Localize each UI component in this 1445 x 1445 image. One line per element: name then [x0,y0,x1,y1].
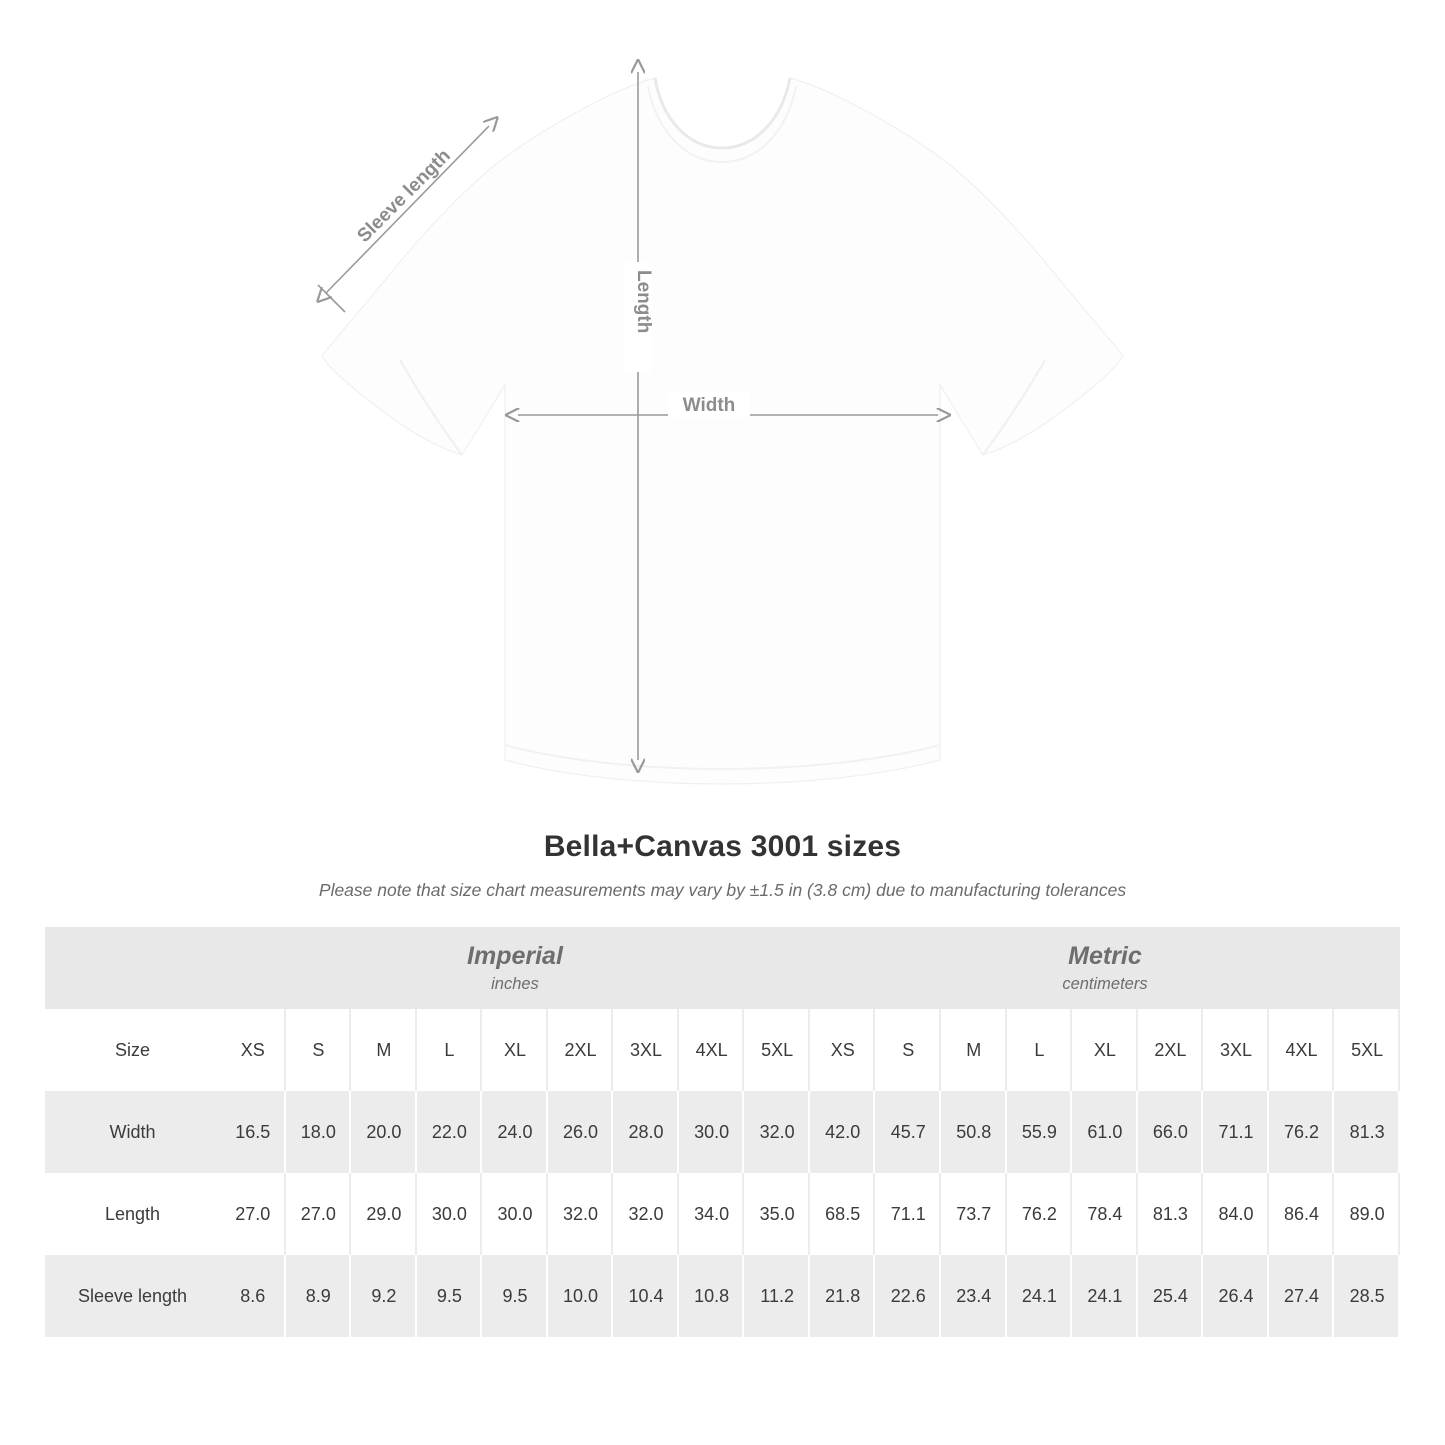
table-row-length [45,1173,1400,1255]
length-label: Length [633,270,654,334]
width-3xl-cm: 71.1 [1203,1091,1269,1173]
length-xs-cm: 68.5 [810,1173,876,1255]
width-label: Width [682,395,736,416]
width-l-in: 22.0 [417,1091,483,1173]
sleeve-l-cm: 24.1 [1007,1255,1073,1337]
length-5xl-in: 35.0 [744,1173,810,1255]
width-xl-in: 24.0 [482,1091,548,1173]
width-xs-cm: 42.0 [810,1091,876,1173]
size-col-s-imperial: S [286,1009,352,1091]
size-col-m-imperial: M [351,1009,417,1091]
length-s-cm: 71.1 [875,1173,941,1255]
length-3xl-cm: 84.0 [1203,1173,1269,1255]
sleeve-xl-cm: 24.1 [1072,1255,1138,1337]
row-label-sleeve-length: Sleeve length [45,1255,220,1337]
sleeve-3xl-cm: 26.4 [1203,1255,1269,1337]
width-xl-cm: 61.0 [1072,1091,1138,1173]
width-2xl-in: 26.0 [548,1091,614,1173]
sleeve-l-in: 9.5 [417,1255,483,1337]
size-col-5xl-metric: 5XL [1334,1009,1400,1091]
length-4xl-in: 34.0 [679,1173,745,1255]
length-5xl-cm: 89.0 [1334,1173,1400,1255]
size-col-xl-metric: XL [1072,1009,1138,1091]
length-xl-cm: 78.4 [1072,1173,1138,1255]
unit-header-spacer [45,927,220,1009]
width-s-in: 18.0 [286,1091,352,1173]
width-l-cm: 55.9 [1007,1091,1073,1173]
length-xs-in: 27.0 [220,1173,286,1255]
sleeve-2xl-in: 10.0 [548,1255,614,1337]
sleeve-4xl-in: 10.8 [679,1255,745,1337]
size-table-wrapper [45,927,1400,1337]
size-col-2xl-imperial: 2XL [548,1009,614,1091]
size-col-3xl-metric: 3XL [1203,1009,1269,1091]
tolerance-note: Please note that size chart measurements may vary by ±1.5 in (3.8 cm) due to manufacturing tolerances [318,880,1127,900]
table-row-sleeve-length [45,1255,1400,1337]
width-xs-in: 16.5 [220,1091,286,1173]
width-2xl-cm: 66.0 [1138,1091,1204,1173]
length-4xl-cm: 86.4 [1269,1173,1335,1255]
imperial-name: Imperial [467,942,563,971]
sleeve-xs-in: 8.6 [220,1255,286,1337]
width-m-in: 20.0 [351,1091,417,1173]
metric-sub: centimeters [1062,974,1148,993]
width-s-cm: 45.7 [875,1091,941,1173]
sleeve-s-cm: 22.6 [875,1255,941,1337]
length-xl-in: 30.0 [482,1173,548,1255]
size-col-s-metric: S [875,1009,941,1091]
size-col-xs-imperial: XS [220,1009,286,1091]
width-4xl-cm: 76.2 [1269,1091,1335,1173]
metric-name: Metric [1068,942,1142,971]
width-5xl-in: 32.0 [744,1091,810,1173]
length-l-in: 30.0 [417,1173,483,1255]
unit-header-row [45,927,1400,1009]
size-col-xs-metric: XS [810,1009,876,1091]
sleeve-xs-cm: 21.8 [810,1255,876,1337]
sleeve-5xl-in: 11.2 [744,1255,810,1337]
table-row-width [45,1091,1400,1173]
sleeve-4xl-cm: 27.4 [1269,1255,1335,1337]
length-2xl-cm: 81.3 [1138,1173,1204,1255]
size-col-4xl-metric: 4XL [1269,1009,1335,1091]
length-s-in: 27.0 [286,1173,352,1255]
width-3xl-in: 28.0 [613,1091,679,1173]
sleeve-s-in: 8.9 [286,1255,352,1337]
imperial-sub: inches [491,974,539,993]
sleeve-length-label: Sleeve length [353,145,455,247]
tshirt-graphic [322,78,1123,784]
sleeve-m-cm: 23.4 [941,1255,1007,1337]
row-label-length: Length [45,1173,220,1255]
sleeve-2xl-cm: 25.4 [1138,1255,1204,1337]
size-table [45,927,1400,1337]
sleeve-xl-in: 9.5 [482,1255,548,1337]
size-col-3xl-imperial: 3XL [613,1009,679,1091]
size-col-l-imperial: L [417,1009,483,1091]
sleeve-5xl-cm: 28.5 [1334,1255,1400,1337]
size-col-m-metric: M [941,1009,1007,1091]
length-l-cm: 76.2 [1007,1173,1073,1255]
title-block [0,830,1445,901]
size-col-xl-imperial: XL [482,1009,548,1091]
length-3xl-in: 32.0 [613,1173,679,1255]
page-title: Bella+Canvas 3001 sizes [543,830,902,863]
width-5xl-cm: 81.3 [1334,1091,1400,1173]
sleeve-m-in: 9.2 [351,1255,417,1337]
size-col-l-metric: L [1007,1009,1073,1091]
unit-header-metric [810,927,1400,1009]
width-4xl-in: 30.0 [679,1091,745,1173]
row-label-width: Width [45,1091,220,1173]
size-label-row [45,1009,1400,1091]
width-m-cm: 50.8 [941,1091,1007,1173]
size-col-2xl-metric: 2XL [1138,1009,1204,1091]
length-2xl-in: 32.0 [548,1173,614,1255]
unit-header-imperial [220,927,810,1009]
size-col-4xl-imperial: 4XL [679,1009,745,1091]
size-col-5xl-imperial: 5XL [744,1009,810,1091]
length-m-cm: 73.7 [941,1173,1007,1255]
length-m-in: 29.0 [351,1173,417,1255]
size-row-header: Size [45,1009,220,1091]
sleeve-3xl-in: 10.4 [613,1255,679,1337]
